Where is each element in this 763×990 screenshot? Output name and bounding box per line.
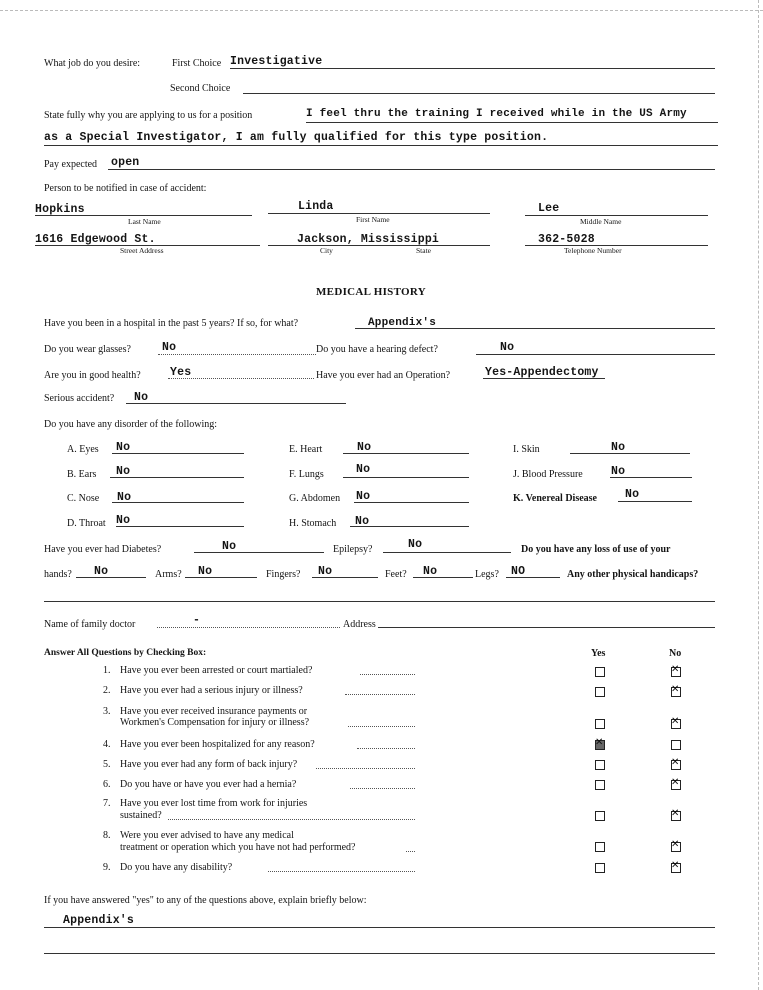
disorder-heart-label: E. Heart [289, 444, 323, 455]
doctor-address-line [378, 627, 715, 628]
question-6-text: Do you have or have you ever had a hernia? [120, 779, 297, 790]
hands-line [76, 577, 146, 578]
disorder-ears-label: B. Ears [67, 469, 97, 480]
disorder-abdomen-label: G. Abdomen [289, 493, 341, 504]
disorder-abdomen-answer[interactable]: No [356, 490, 371, 503]
question-9-text: Do you have any disability? [120, 862, 233, 873]
question-3-no-checkbox[interactable] [671, 719, 681, 729]
legs-answer[interactable]: NO [511, 565, 526, 578]
doctor-value[interactable]: - [193, 614, 201, 627]
epilepsy-answer[interactable]: No [408, 538, 423, 551]
second-choice-line [243, 93, 715, 94]
question-7-number: 7. [103, 798, 111, 809]
question-4-leader [357, 748, 415, 749]
question-8-number: 8. [103, 830, 111, 841]
disorder-question: Do you have any disorder of the following: [44, 419, 218, 430]
hospital-line [355, 328, 715, 329]
hospital-answer[interactable]: Appendix's [368, 317, 437, 329]
question-5-leader [316, 768, 415, 769]
disorder-heart-line [343, 453, 469, 454]
middle-name-line [525, 215, 708, 216]
middle-name-caption: Middle Name [580, 217, 622, 226]
city-state-line [268, 245, 490, 246]
question-2-leader [345, 694, 415, 695]
question-4-text: Have you ever been hospitalized for any reason? [120, 739, 315, 750]
question-8-yes-checkbox[interactable] [595, 842, 605, 852]
question-1-leader [360, 674, 415, 675]
street-caption: Street Address [120, 246, 164, 255]
medical-history-heading: MEDICAL HISTORY [316, 286, 426, 298]
disorder-throat-line [116, 526, 244, 527]
question-7-text-line-2: sustained? [120, 810, 162, 821]
question-3-text-line-2: Workmen's Compensation for injury or illness? [120, 717, 310, 728]
arms-answer[interactable]: No [198, 565, 213, 578]
question-8-no-checkbox[interactable] [671, 842, 681, 852]
disorder-throat-answer[interactable]: No [116, 514, 131, 527]
last-name-line [35, 215, 252, 216]
question-5-text: Have you ever had any form of back injury? [120, 759, 298, 770]
question-7-no-checkbox[interactable] [671, 811, 681, 821]
explain-line-1 [44, 927, 715, 928]
job-question-label: What job do you desire: [44, 58, 141, 69]
disorder-stomach-line [350, 526, 469, 527]
disorder-eyes-line [112, 453, 244, 454]
second-choice-label: Second Choice [170, 83, 231, 94]
handicaps-line [44, 601, 715, 602]
first-name-caption: First Name [356, 215, 390, 224]
disorder-nose-line [112, 502, 244, 503]
operation-answer[interactable]: Yes-Appendectomy [485, 366, 599, 379]
question-4-yes-checkbox[interactable] [595, 740, 605, 750]
first-choice-value[interactable]: Investigative [230, 55, 323, 68]
page-edge-right [758, 0, 759, 990]
disorder-stomach-label: H. Stomach [289, 518, 337, 529]
first-choice-line [230, 68, 715, 69]
question-2-number: 2. [103, 685, 111, 696]
question-6-yes-checkbox[interactable] [595, 780, 605, 790]
disorder-skin-label: I. Skin [513, 444, 540, 455]
disorder-stomach-answer[interactable]: No [355, 515, 370, 528]
page-edge-top [0, 0, 763, 11]
disorder-blood-pressure-answer[interactable]: No [611, 465, 626, 478]
loss-question: Do you have any loss of use of your [521, 544, 671, 555]
disorder-venereal-label: K. Venereal Disease [513, 493, 597, 504]
hearing-answer[interactable]: No [500, 341, 515, 354]
explain-value[interactable]: Appendix's [63, 914, 135, 927]
handicaps-question: Any other physical handicaps? [567, 569, 699, 580]
disorder-abdomen-line [354, 502, 469, 503]
reason-line-2-rule [44, 145, 718, 146]
question-3-yes-checkbox[interactable] [595, 719, 605, 729]
disorder-lungs-line [343, 477, 469, 478]
reason-line-1-rule [306, 122, 718, 123]
question-9-number: 9. [103, 862, 111, 873]
arms-question: Arms? [155, 569, 182, 580]
epilepsy-question: Epilepsy? [333, 544, 373, 555]
arms-line [185, 577, 257, 578]
disorder-lungs-answer[interactable]: No [356, 463, 371, 476]
pay-label: Pay expected [44, 159, 98, 170]
explain-line-2 [44, 953, 715, 954]
fingers-answer[interactable]: No [318, 565, 333, 578]
disorder-eyes-answer[interactable]: No [116, 441, 131, 454]
phone-caption: Telephone Number [564, 246, 622, 255]
question-5-number: 5. [103, 759, 111, 770]
question-5-yes-checkbox[interactable] [595, 760, 605, 770]
operation-question: Have you ever had an Operation? [316, 370, 451, 381]
disorder-skin-line [570, 453, 690, 454]
last-name-value[interactable]: Hopkins [35, 203, 85, 216]
question-9-leader [268, 871, 415, 872]
operation-line [483, 378, 605, 379]
city-state-value[interactable]: Jackson, Mississippi [297, 233, 440, 246]
hands-question: hands? [44, 569, 72, 580]
question-3-number: 3. [103, 706, 111, 717]
doctor-label: Name of family doctor [44, 619, 136, 630]
disorder-venereal-line [618, 501, 692, 502]
disorder-throat-label: D. Throat [67, 518, 106, 529]
accident-line [126, 403, 346, 404]
question-3-leader [348, 726, 415, 727]
explain-label: If you have answered "yes" to any of the questions above, explain briefly below: [44, 895, 367, 906]
question-3-text: Have you ever received insurance payments or [120, 706, 308, 717]
question-1-number: 1. [103, 665, 111, 676]
emergency-heading: Person to be notified in case of accident: [44, 183, 207, 194]
state-caption: State [416, 246, 431, 255]
feet-line [413, 577, 473, 578]
feet-question: Feet? [385, 569, 407, 580]
glasses-question: Do you wear glasses? [44, 344, 131, 355]
first-choice-label: First Choice [172, 58, 222, 69]
question-1-text: Have you ever been arrested or court martialed? [120, 665, 313, 676]
city-caption: City [320, 246, 333, 255]
reason-label: State fully why you are applying to us for a position [44, 110, 253, 121]
diabetes-line [194, 552, 324, 553]
phone-value[interactable]: 362-5028 [538, 233, 595, 246]
middle-name-value[interactable]: Lee [538, 202, 560, 215]
question-7-text: Have you ever lost time from work for injuries [120, 798, 308, 809]
disorder-skin-answer[interactable]: No [611, 441, 626, 454]
question-7-leader [168, 819, 415, 820]
reason-line-1[interactable]: I feel thru the training I received while in the US Army [306, 108, 687, 120]
hearing-line [476, 354, 715, 355]
glasses-line [158, 354, 316, 355]
question-2-text: Have you ever had a serious injury or illness? [120, 685, 303, 696]
feet-answer[interactable]: No [423, 565, 438, 578]
last-name-caption: Last Name [128, 217, 161, 226]
question-8-leader [406, 851, 415, 852]
reason-line-2[interactable]: as a Special Investigator, I am fully qualified for this type position. [44, 131, 549, 144]
question-6-no-checkbox[interactable] [671, 780, 681, 790]
doctor-address-label: Address [343, 619, 376, 630]
legs-line [506, 577, 560, 578]
question-9-yes-checkbox[interactable] [595, 863, 605, 873]
street-value[interactable]: 1616 Edgewood St. [35, 233, 156, 246]
question-6-leader [350, 788, 415, 789]
disorder-venereal-answer[interactable]: No [625, 488, 640, 501]
disorder-heart-answer[interactable]: No [357, 441, 372, 454]
health-question: Are you in good health? [44, 370, 141, 381]
hospital-question: Have you been in a hospital in the past 5 years? If so, for what? [44, 318, 299, 329]
question-9-no-checkbox[interactable] [671, 863, 681, 873]
question-2-no-checkbox[interactable] [671, 687, 681, 697]
accident-answer[interactable]: No [134, 391, 149, 404]
disorder-ears-answer[interactable]: No [116, 465, 131, 478]
question-8-text: Were you ever advised to have any medical [120, 830, 294, 841]
first-name-value[interactable]: Linda [298, 200, 334, 213]
question-7-yes-checkbox[interactable] [595, 811, 605, 821]
disorder-nose-label: C. Nose [67, 493, 100, 504]
accident-question: Serious accident? [44, 393, 115, 404]
pay-line [108, 169, 715, 170]
disorder-blood-pressure-line [610, 477, 692, 478]
question-6-number: 6. [103, 779, 111, 790]
checkbox-heading: Answer All Questions by Checking Box: [44, 648, 207, 658]
health-answer[interactable]: Yes [170, 366, 192, 379]
question-1-no-checkbox[interactable] [671, 667, 681, 677]
diabetes-question: Have you ever had Diabetes? [44, 544, 162, 555]
question-5-no-checkbox[interactable] [671, 760, 681, 770]
glasses-answer[interactable]: No [162, 341, 177, 354]
fingers-question: Fingers? [266, 569, 301, 580]
question-1-yes-checkbox[interactable] [595, 667, 605, 677]
question-8-text-line-2: treatment or operation which you have not had performed? [120, 842, 356, 853]
fingers-line [312, 577, 378, 578]
hearing-question: Do you have a hearing defect? [316, 344, 438, 355]
epilepsy-line [383, 552, 511, 553]
doctor-line [157, 627, 340, 628]
question-2-yes-checkbox[interactable] [595, 687, 605, 697]
diabetes-answer[interactable]: No [222, 540, 237, 553]
disorder-ears-line [110, 477, 244, 478]
first-name-line [268, 213, 490, 214]
hands-answer[interactable]: No [94, 565, 109, 578]
disorder-nose-answer[interactable]: No [117, 491, 132, 504]
pay-value[interactable]: open [111, 156, 140, 169]
disorder-blood-pressure-label: J. Blood Pressure [513, 469, 583, 480]
disorder-lungs-label: F. Lungs [289, 469, 324, 480]
no-column-label: No [669, 648, 682, 659]
health-line [168, 378, 314, 379]
question-4-no-checkbox[interactable] [671, 740, 681, 750]
yes-column-label: Yes [591, 648, 606, 659]
question-4-number: 4. [103, 739, 111, 750]
legs-question: Legs? [475, 569, 499, 580]
disorder-eyes-label: A. Eyes [67, 444, 99, 455]
